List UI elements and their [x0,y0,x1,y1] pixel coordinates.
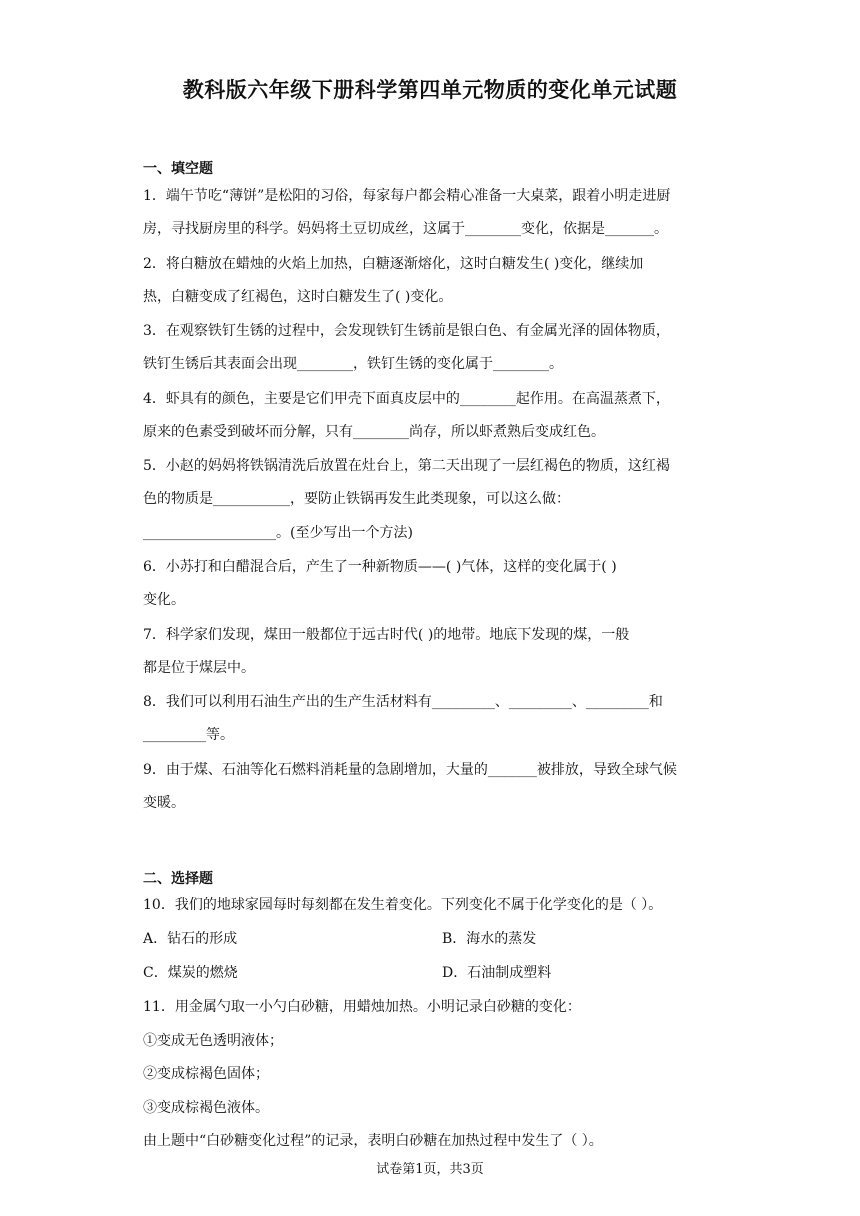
page-title: 教科版六年级下册科学第四单元物质的变化单元试题 [182,78,678,102]
question-line: 3．在观察铁钉生锈的过程中，会发现铁钉生锈前是银白色、有金属光泽的固体物质， [143,323,670,339]
question-line: 2．将白糖放在蜡烛的火焰上加热，白糖逐渐熔化，这时白糖发生( )变化，继续加 [143,256,644,272]
option-a: A．钻石的形成 [143,931,238,947]
section-heading-fill-in: 一、填空题 [143,161,213,177]
question-line: _________等。 [143,727,234,743]
page-footer: 试卷第1页，共3页 [376,1162,484,1177]
question-line: 5．小赵的妈妈将铁锅清洗后放置在灶台上，第二天出现了一层红褐色的物质，这红褐 [143,458,670,474]
question-line: 色的物质是___________，要防止铁锅再发生此类现象，可以这么做： [143,491,570,507]
question-line: ___________________。(至少写出一个方法) [143,525,413,541]
list-item: ②变成棕褐色固体； [143,1066,269,1082]
question-line: 7．科学家们发现，煤田一般都位于远古时代( )的地带。地底下发现的煤，一般 [143,627,630,643]
list-item: ①变成无色透明液体； [143,1033,283,1049]
question-line: 变化。 [143,592,185,608]
question-line: 变暖。 [143,795,185,811]
question-10: 10．我们的地球家园每时每刻都在发生着变化。下列变化不属于化学变化的是（ ）。 [143,897,663,913]
question-line: 原来的色素受到破坏而分解，只有________尚存，所以虾煮熟后变成红色。 [143,424,605,440]
question-line: 6．小苏打和白醋混合后，产生了一种新物质——( )气体，这样的变化属于( ) [143,559,617,575]
list-item: ③变成棕褐色液体。 [143,1100,269,1116]
question-line: 热，白糖变成了红褐色，这时白糖发生了( )变化。 [143,289,453,305]
section-heading-multiple-choice: 二、选择题 [143,871,213,887]
option-d: D．石油制成塑料 [442,965,552,981]
question-line: 铁钉生锈后其表面会出现________，铁钉生锈的变化属于________。 [143,356,563,372]
question-line: 都是位于煤层中。 [143,660,255,676]
option-c: C．煤炭的燃烧 [143,965,238,981]
question-line: 9．由于煤、石油等化石燃料消耗量的急剧增加，大量的_______被排放，导致全球气候 [143,762,677,778]
question-11-prompt: 由上题中“白砂糖变化过程”的记录，表明白砂糖在加热过程中发生了（ ）。 [143,1133,603,1149]
question-line: 8．我们可以利用石油生产出的生产生活材料有_________、_________、_________和 [143,694,663,710]
question-11: 11．用金属勺取一小勺白砂糖，用蜡烛加热。小明记录白砂糖的变化： [143,999,581,1015]
question-line: 4．虾具有的颜色，主要是它们甲壳下面真皮层中的________起作用。在高温蒸煮下， [143,391,670,407]
option-b: B．海水的蒸发 [442,931,537,947]
question-line: 房，寻找厨房里的科学。妈妈将土豆切成丝，这属于________变化，依据是_______。 [143,221,668,237]
question-line: 1．端午节吃“薄饼”是松阳的习俗，每家每户都会精心准备一大桌菜，跟着小明走进厨 [143,188,671,204]
